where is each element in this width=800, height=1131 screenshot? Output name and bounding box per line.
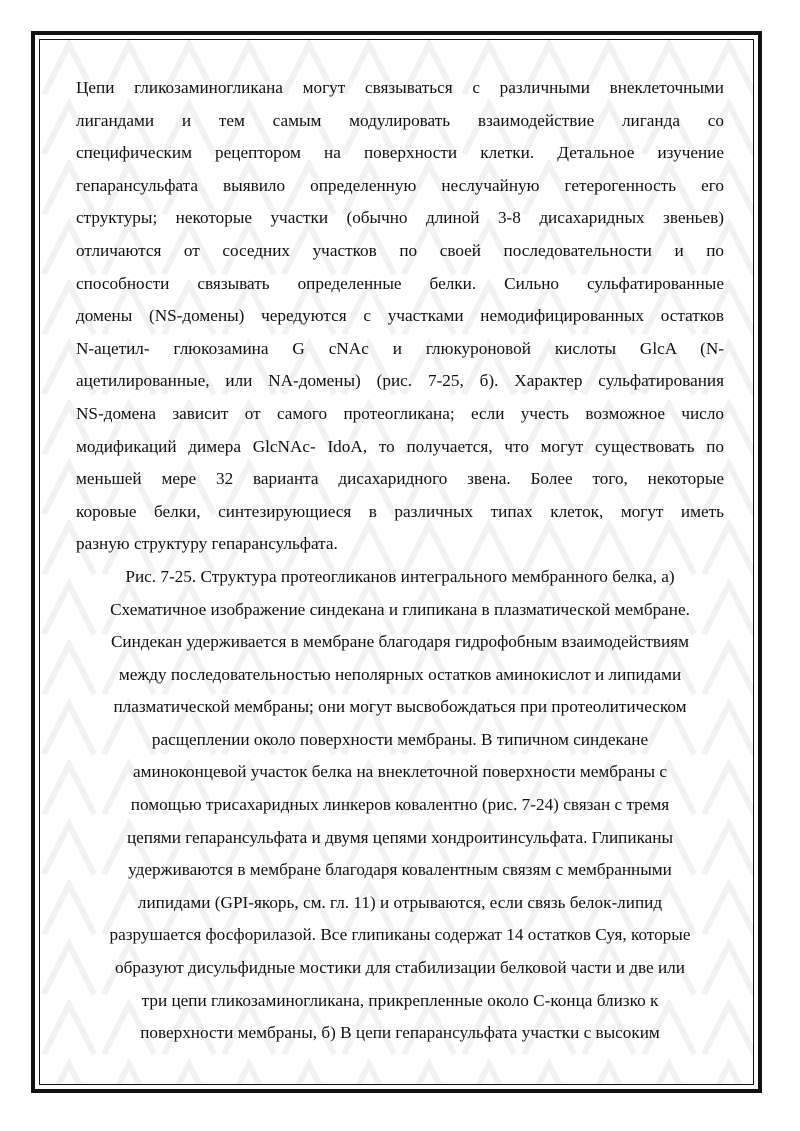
body-line: лигандами и тем самым модулировать взаимодействие лиганда со: [76, 110, 724, 130]
body-line: отличаются от соседних участков по своей последовательности и по: [76, 240, 724, 260]
caption-line: образуют дисульфидные мостики для стабилизации белковой части и две или: [115, 958, 685, 978]
body-line: Цепи гликозаминогликана могут связываться с различными внеклеточными: [76, 78, 724, 97]
body-line: разную структуру гепарансульфата.: [76, 534, 338, 554]
body-line: способности связывать определенные белки. Сильно сульфатированные: [76, 273, 724, 293]
body-line: коровые белки, синтезирующиеся в различных типах клеток, могут иметь: [76, 501, 724, 521]
body-line: структуры; некоторые участки (обычно длиной 3-8 дисахаридных звеньев): [76, 208, 724, 228]
body-line: модификаций димера GlcNAc- IdoA, то получается, что могут существовать по: [76, 436, 724, 456]
body-line: домены (NS-домены) чередуются с участками немодифицированных остатков: [76, 306, 724, 326]
body-paragraph: [76, 72, 724, 561]
body-line: меньшей мере 32 варианта дисахаридного звена. Более того, некоторые: [76, 469, 724, 489]
caption-line: липидами (GPI-якорь, см. гл. 11) и отрываются, если связь белок-липид: [137, 892, 663, 912]
caption-line: между последовательностью неполярных остатков аминокислот и липидами: [118, 664, 682, 684]
caption-line: разрушается фосфорилазой. Все глипиканы содержат 14 остатков Суя, которые: [109, 925, 691, 945]
body-line: ацетилированные, или NA-домены) (рис. 7-25, б). Характер сульфатирования: [76, 371, 724, 391]
body-line: N-ацетил- глюкозамина G cNAc и глюкуроновой кислоты GlcA (N-: [76, 338, 724, 358]
caption-line: Рис. 7-25. Структура протеогликанов интегрального мембранного белка, а): [125, 566, 675, 586]
caption-line: помощью трисахаридных линкеров ковалентно (рис. 7-24) связан с тремя: [130, 795, 670, 815]
caption-line: три цепи гликозаминогликана, прикрепленные около С-конца близко к: [141, 990, 659, 1010]
page-content: [76, 72, 724, 1050]
body-line: NS-домена зависит от самого протеогликана; если учесть возможное число: [76, 403, 724, 423]
caption-line: плазматической мембраны; они могут высвобождаться при протеолитическом: [113, 697, 687, 717]
caption-line: Схематичное изображение синдекана и глипикана в плазматической мембране.: [110, 599, 690, 619]
caption-line: Синдекан удерживается в мембране благодаря гидрофобным взаимодействиям: [110, 632, 690, 652]
body-line: специфическим рецептором на поверхности клетки. Детальное изучение: [76, 143, 724, 163]
caption-line: расщеплении около поверхности мембраны. В типичном синдекане: [151, 729, 649, 749]
caption-line: удерживаются в мембране благодаря ковалентным связям с мембранными: [128, 860, 672, 880]
body-line: гепарансульфата выявило определенную неслучайную гетерогенность его: [76, 175, 724, 195]
caption-line: аминоконцевой участок белка на внеклеточной поверхности мембраны с: [133, 762, 667, 782]
caption-line: цепями гепарансульфата и двумя цепями хондроитинсульфата. Глипиканы: [126, 827, 674, 847]
caption-line: поверхности мембраны, б) В цепи гепарансульфата участки с высоким: [140, 1023, 660, 1043]
figure-caption: [76, 561, 724, 1050]
